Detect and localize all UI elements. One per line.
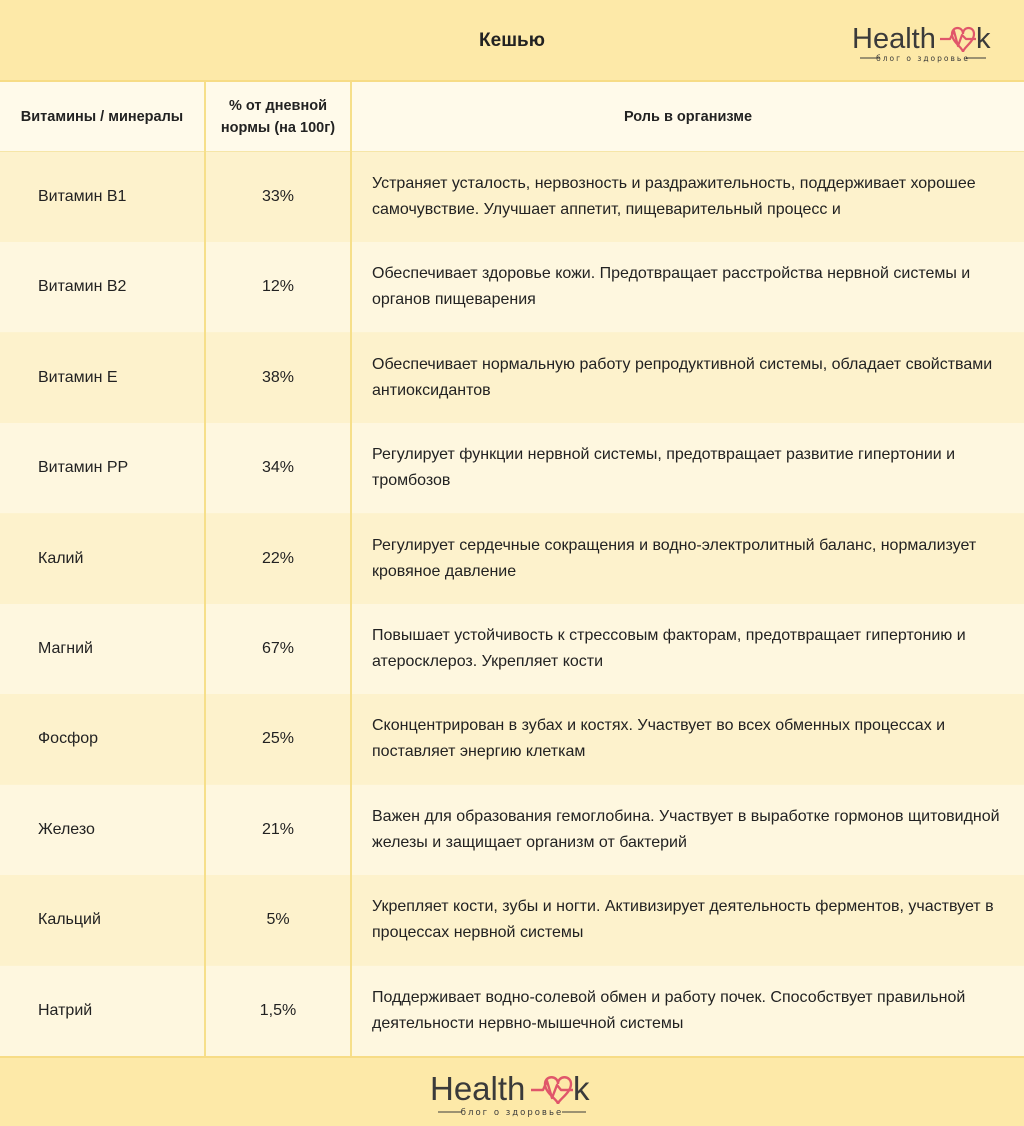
table-row <box>0 785 1024 875</box>
nutrient-name: Витамин B1 <box>38 188 127 205</box>
column-divider <box>350 82 352 1056</box>
heart-pulse-icon <box>531 1077 573 1104</box>
body-role: Важен для образования гемоглобина. Участвует в выработке гормонов щитовидной железы и защищает организм от бактерий <box>372 807 1000 851</box>
body-role: Поддерживает водно-солевой обмен и работу почек. Способствует правильной деятельности нервно-мышечной системы <box>372 988 966 1032</box>
top-banner <box>0 0 1024 82</box>
heart-pulse-icon <box>940 28 976 52</box>
body-role: Регулирует функции нервной системы, предотвращает развитие гипертонии и тромбозов <box>372 446 956 490</box>
nutrient-name: Магний <box>38 640 93 657</box>
table-row <box>0 875 1024 965</box>
healthok-logo-footer <box>430 1068 594 1120</box>
body-role: Повышает устойчивость к стрессовым факторам, предотвращает гипертонию и атеросклероз. Укрепляет кости <box>372 627 966 670</box>
header-role: Роль в организме <box>623 109 753 125</box>
body-role: Обеспечивает здоровье кожи. Предотвращает расстройства нервной системы и органов пищеварения <box>372 265 971 309</box>
healthok-logo <box>852 20 994 66</box>
daily-percent: 34% <box>261 459 295 477</box>
logo-wordmark-suffix: k <box>573 1070 590 1107</box>
table-row <box>0 514 1024 604</box>
daily-percent: 67% <box>261 640 295 657</box>
nutrient-name: Калий <box>38 549 84 567</box>
header-percent: % от дневной нормы (на 100г) <box>220 98 336 136</box>
logo-tagline: блог о здоровье <box>460 1108 564 1118</box>
nutrient-name: Витамин B2 <box>38 278 127 296</box>
table-row <box>0 242 1024 332</box>
logo-wordmark-suffix: k <box>976 23 991 55</box>
nutrient-name: Натрий <box>38 1001 93 1019</box>
table-row <box>0 966 1024 1056</box>
daily-percent: 21% <box>261 820 295 838</box>
nutrient-name: Витамин Е <box>38 368 118 386</box>
table-row <box>0 604 1024 694</box>
logo-wordmark-prefix: Health <box>430 1070 526 1107</box>
body-role: Укрепляет кости, зубы и ногти. Активизирует деятельность ферментов, участвует в процессах нервной системы <box>372 898 994 942</box>
daily-percent: 33% <box>261 188 295 205</box>
page-title: Кешью <box>479 30 545 51</box>
daily-percent: 38% <box>261 368 295 386</box>
body-role: Сконцентрирован в зубах и костях. Участвует во всех обменных процессах и поставляет энергию клеткам <box>372 717 946 761</box>
table-row <box>0 333 1024 423</box>
nutrient-name: Железо <box>38 820 95 838</box>
body-role: Обеспечивает нормальную работу репродуктивной системы, обладает свойствами антиоксидантов <box>372 355 993 399</box>
nutrition-table <box>0 82 1024 1056</box>
nutrient-name: Кальций <box>38 911 101 929</box>
daily-percent: 22% <box>261 549 295 567</box>
daily-percent: 12% <box>261 278 295 296</box>
header-name: Витамины / минералы <box>20 109 184 125</box>
logo-tagline: блог о здоровье <box>876 54 970 63</box>
table-row <box>0 152 1024 242</box>
body-role: Регулирует сердечные сокращения и водно-электролитный баланс, нормализует кровяное давление <box>372 536 977 580</box>
nutrient-name: Фосфор <box>38 730 99 748</box>
daily-percent: 5% <box>266 911 290 929</box>
nutrient-name: Витамин PP <box>38 459 129 477</box>
logo-wordmark-prefix: Health <box>852 23 936 55</box>
table-row <box>0 423 1024 513</box>
daily-percent: 25% <box>261 730 295 748</box>
table-row <box>0 694 1024 784</box>
body-role: Устраняет усталость, нервозность и раздражительность, поддерживает хорошее самочувствие. Улучшает аппетит, пищеварительный процесс и <box>372 175 976 218</box>
column-divider <box>204 82 206 1056</box>
table-header <box>0 82 1024 152</box>
daily-percent: 1,5% <box>259 1001 297 1019</box>
